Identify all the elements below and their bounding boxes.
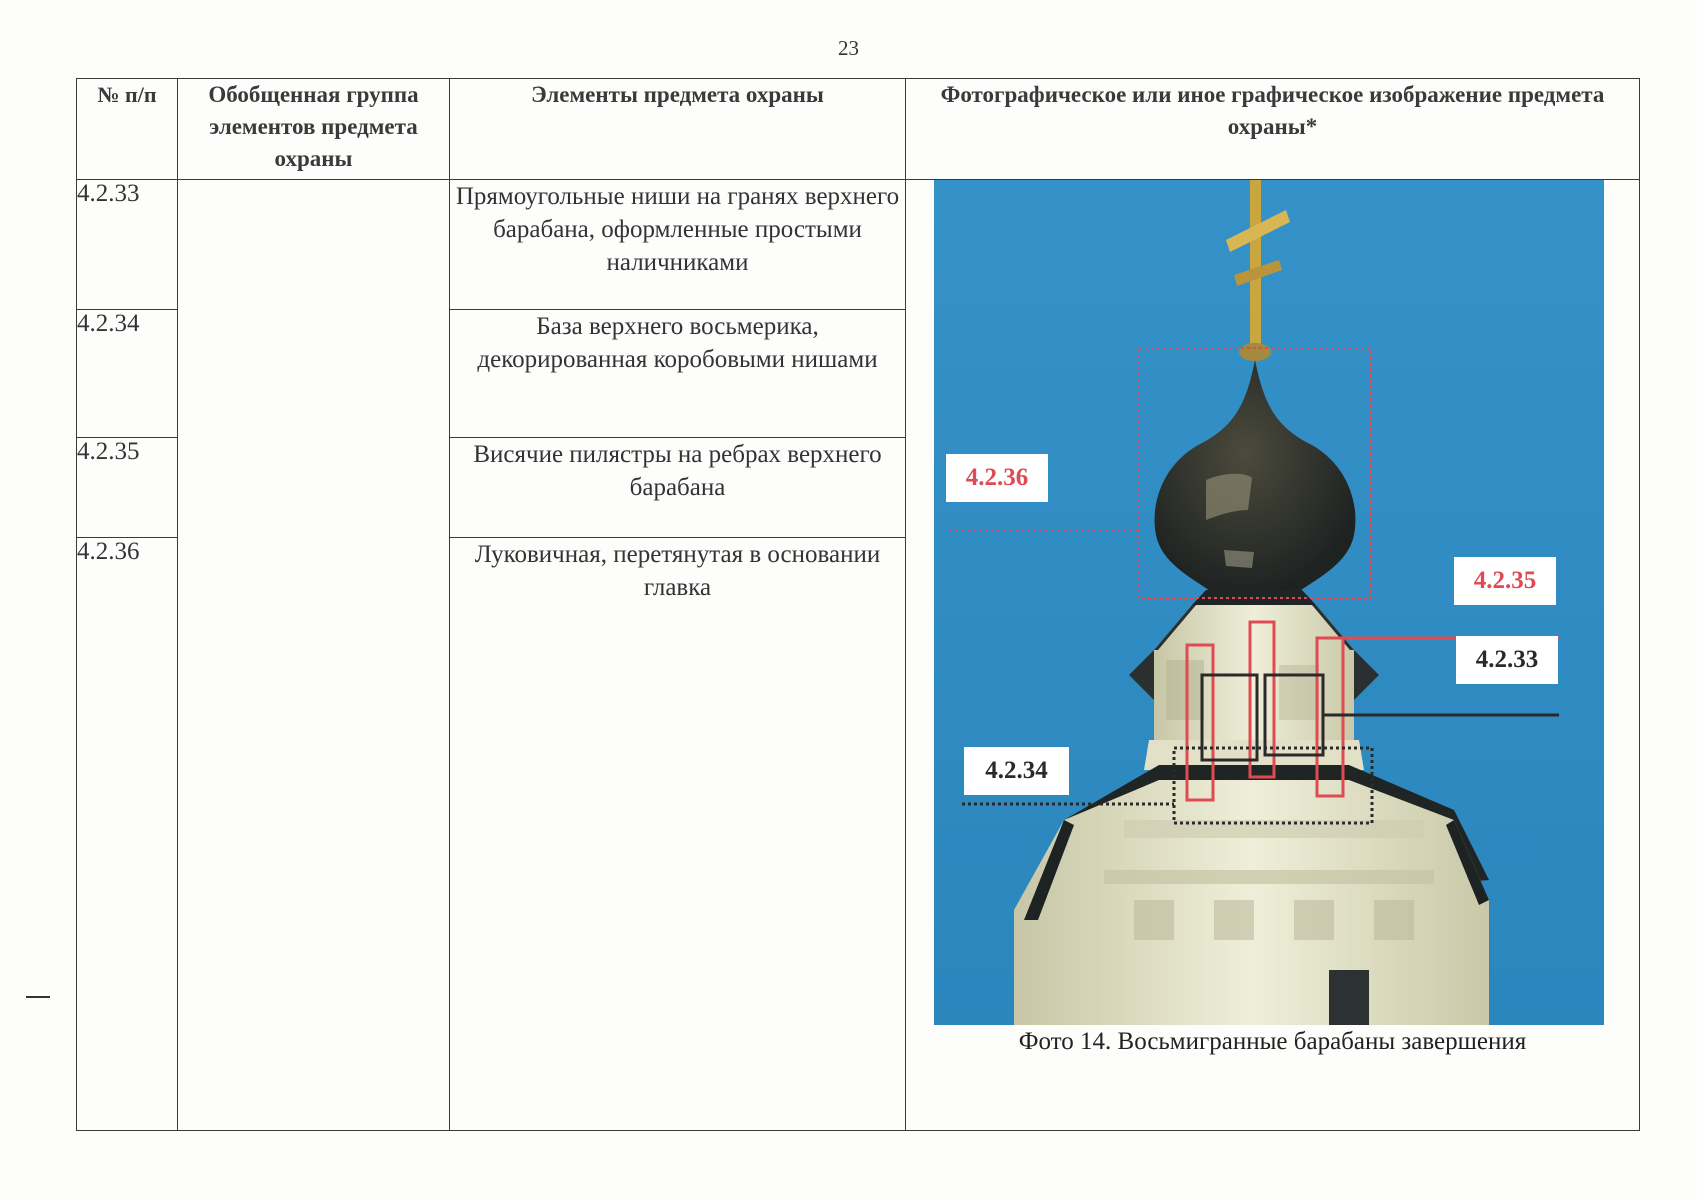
label-4-2-35: 4.2.35: [1454, 557, 1556, 605]
label-4-2-36: 4.2.36: [946, 454, 1048, 502]
header-elements: Элементы предмета охраны: [450, 79, 906, 180]
row-element: Луковичная, перетянутая в основании главка: [450, 538, 906, 1131]
header-num: № п/п: [77, 79, 178, 180]
row-element: Прямоугольные ниши на гранях верхнего барабана, оформленные простыми наличниками: [450, 180, 906, 310]
row-element: База верхнего восьмерика, декорированная коробовыми нишами: [450, 310, 906, 438]
row-element: Висячие пилястры на ребрах верхнего барабана: [450, 438, 906, 538]
header-group: Обобщенная группа элементов предмета охраны: [178, 79, 450, 180]
page-number: 23: [838, 36, 859, 60]
protection-table: [76, 78, 1640, 1131]
table-header-row: [77, 79, 1640, 180]
label-4-2-34: 4.2.34: [964, 747, 1069, 795]
row-num: 4.2.35: [77, 438, 178, 538]
row-num: 4.2.33: [77, 180, 178, 310]
table-row: [77, 180, 1640, 310]
header-image: Фотографическое или иное графическое изображение предмета охраны*: [906, 79, 1640, 180]
row-num: 4.2.34: [77, 310, 178, 438]
label-4-2-33: 4.2.33: [1456, 636, 1558, 684]
group-cell: [178, 180, 450, 1131]
photo-cell: [906, 180, 1640, 1131]
row-num: 4.2.36: [77, 538, 178, 1131]
photo-caption: Фото 14. Восьмигранные барабаны завершения: [1018, 1028, 1527, 1055]
scan-mark: [26, 996, 50, 998]
church-photo: [934, 180, 1604, 1025]
